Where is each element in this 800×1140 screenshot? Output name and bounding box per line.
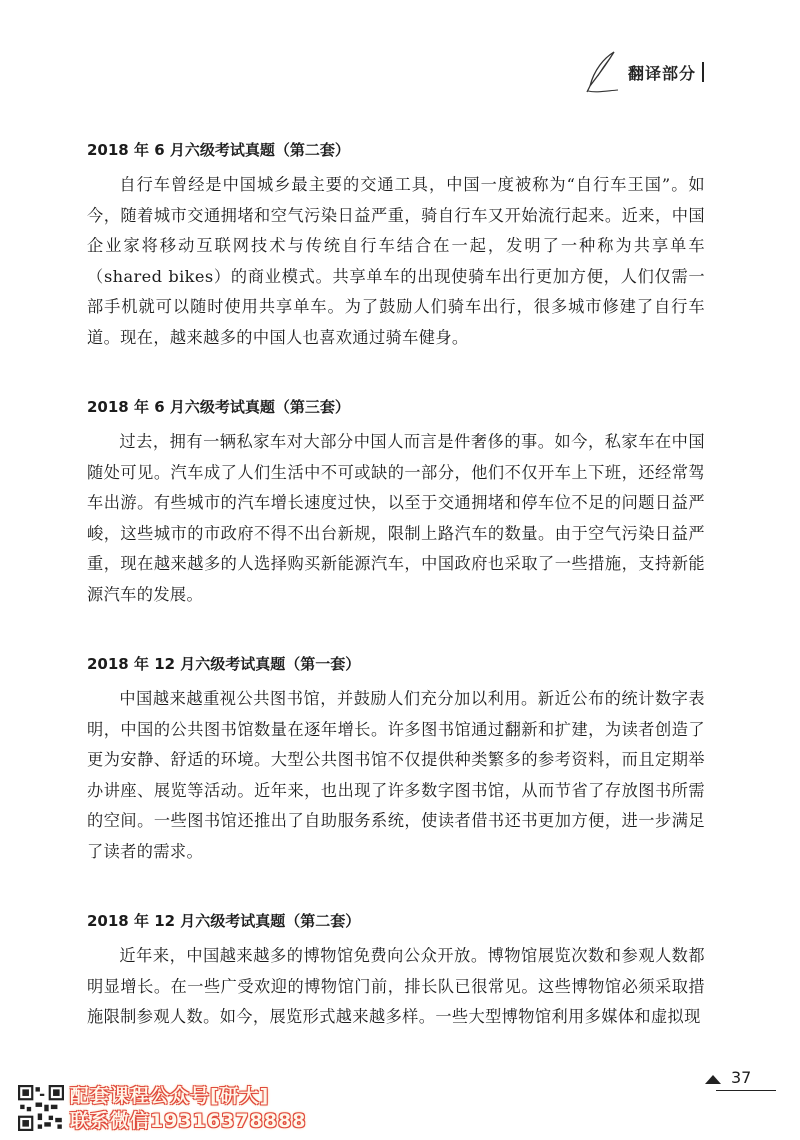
promo-line: 配套课程公众号[研大] — [70, 1085, 270, 1107]
exam-section — [87, 136, 705, 353]
exam-passage: 自行车曾经是中国城乡最主要的交通工具，中国一度被称为“自行车王国”。如今，随着城市交通拥堵和空气污染日益严重，骑自行车又开始流行起来。近来，中国企业家将移动互联网技术与传统自行车结合在一起，发明了一种称为共享单车（shared bikes）的商业模式。共享单车的出现使骑车出行更加方便，人们仅需一部手机就可以随时使用共享单车。为了鼓励人们骑车出行，很多城市修建了自行车道。现在，越来越多的中国人也喜欢通过骑车健身。 — [87, 175, 705, 347]
header-divider — [702, 62, 704, 82]
exam-section — [87, 907, 705, 1033]
section-title: 翻译部分 — [627, 63, 696, 83]
exam-passage: 过去，拥有一辆私家车对大部分中国人而言是件奢侈的事。如今，私家车在中国随处可见。汽车成了人们生活中不可或缺的一部分，他们不仅开车上下班，还经常驾车出游。有些城市的汽车增长速度过快，以至于交通拥堵和停车位不足的问题日益严峻，这些城市的市政府不得不出台新规，限制上路汽车的数量。由于空气污染日益严重，现在越来越多的人选择购买新能源汽车，中国政府也采取了一些措施，支持新能源汽车的发展。 — [87, 432, 705, 604]
page-content — [87, 136, 705, 1073]
triangle-marker-icon — [705, 1075, 721, 1084]
exam-section — [87, 393, 705, 610]
footer-rule — [716, 1090, 776, 1091]
exam-title: 2018 年 12 月六级考试真题（第二套） — [87, 912, 361, 930]
page-header — [584, 52, 704, 92]
exam-title: 2018 年 6 月六级考试真题（第二套） — [87, 141, 350, 159]
exam-passage: 中国越来越重视公共图书馆，并鼓励人们充分加以利用。新近公布的统计数字表明，中国的公共图书馆数量在逐年增长。许多图书馆通过翻新和扩建，为读者创造了更为安静、舒适的环境。大型公共图书馆不仅提供种类繁多的参考资料，而且定期举办讲座、展览等活动。近年来，也出现了许多数字图书馆，从而节省了存放图书所需的空间。一些图书馆还推出了自助服务系统，使读者借书还书更加方便，进一步满足了读者的需求。 — [87, 689, 705, 861]
exam-title: 2018 年 6 月六级考试真题（第三套） — [87, 398, 350, 416]
exam-section — [87, 650, 705, 867]
exam-title: 2018 年 12 月六级考试真题（第一套） — [87, 655, 361, 673]
promo-line: 联系微信19316378888 — [70, 1110, 307, 1132]
page-number: 37 — [731, 1068, 752, 1087]
promo-watermark — [70, 1084, 306, 1134]
exam-passage: 近年来，中国越来越多的博物馆免费向公众开放。博物馆展览次数和参观人数都明显增长。在一些广受欢迎的博物馆门前，排长队已很常见。这些博物馆必须采取措施限制参观人数。如今，展览形式越来越多样。一些大型博物馆利用多媒体和虚拟现 — [87, 946, 705, 1026]
qr-code-icon — [18, 1085, 64, 1131]
page-number-area — [705, 1068, 751, 1087]
quill-pen-icon — [584, 50, 620, 94]
